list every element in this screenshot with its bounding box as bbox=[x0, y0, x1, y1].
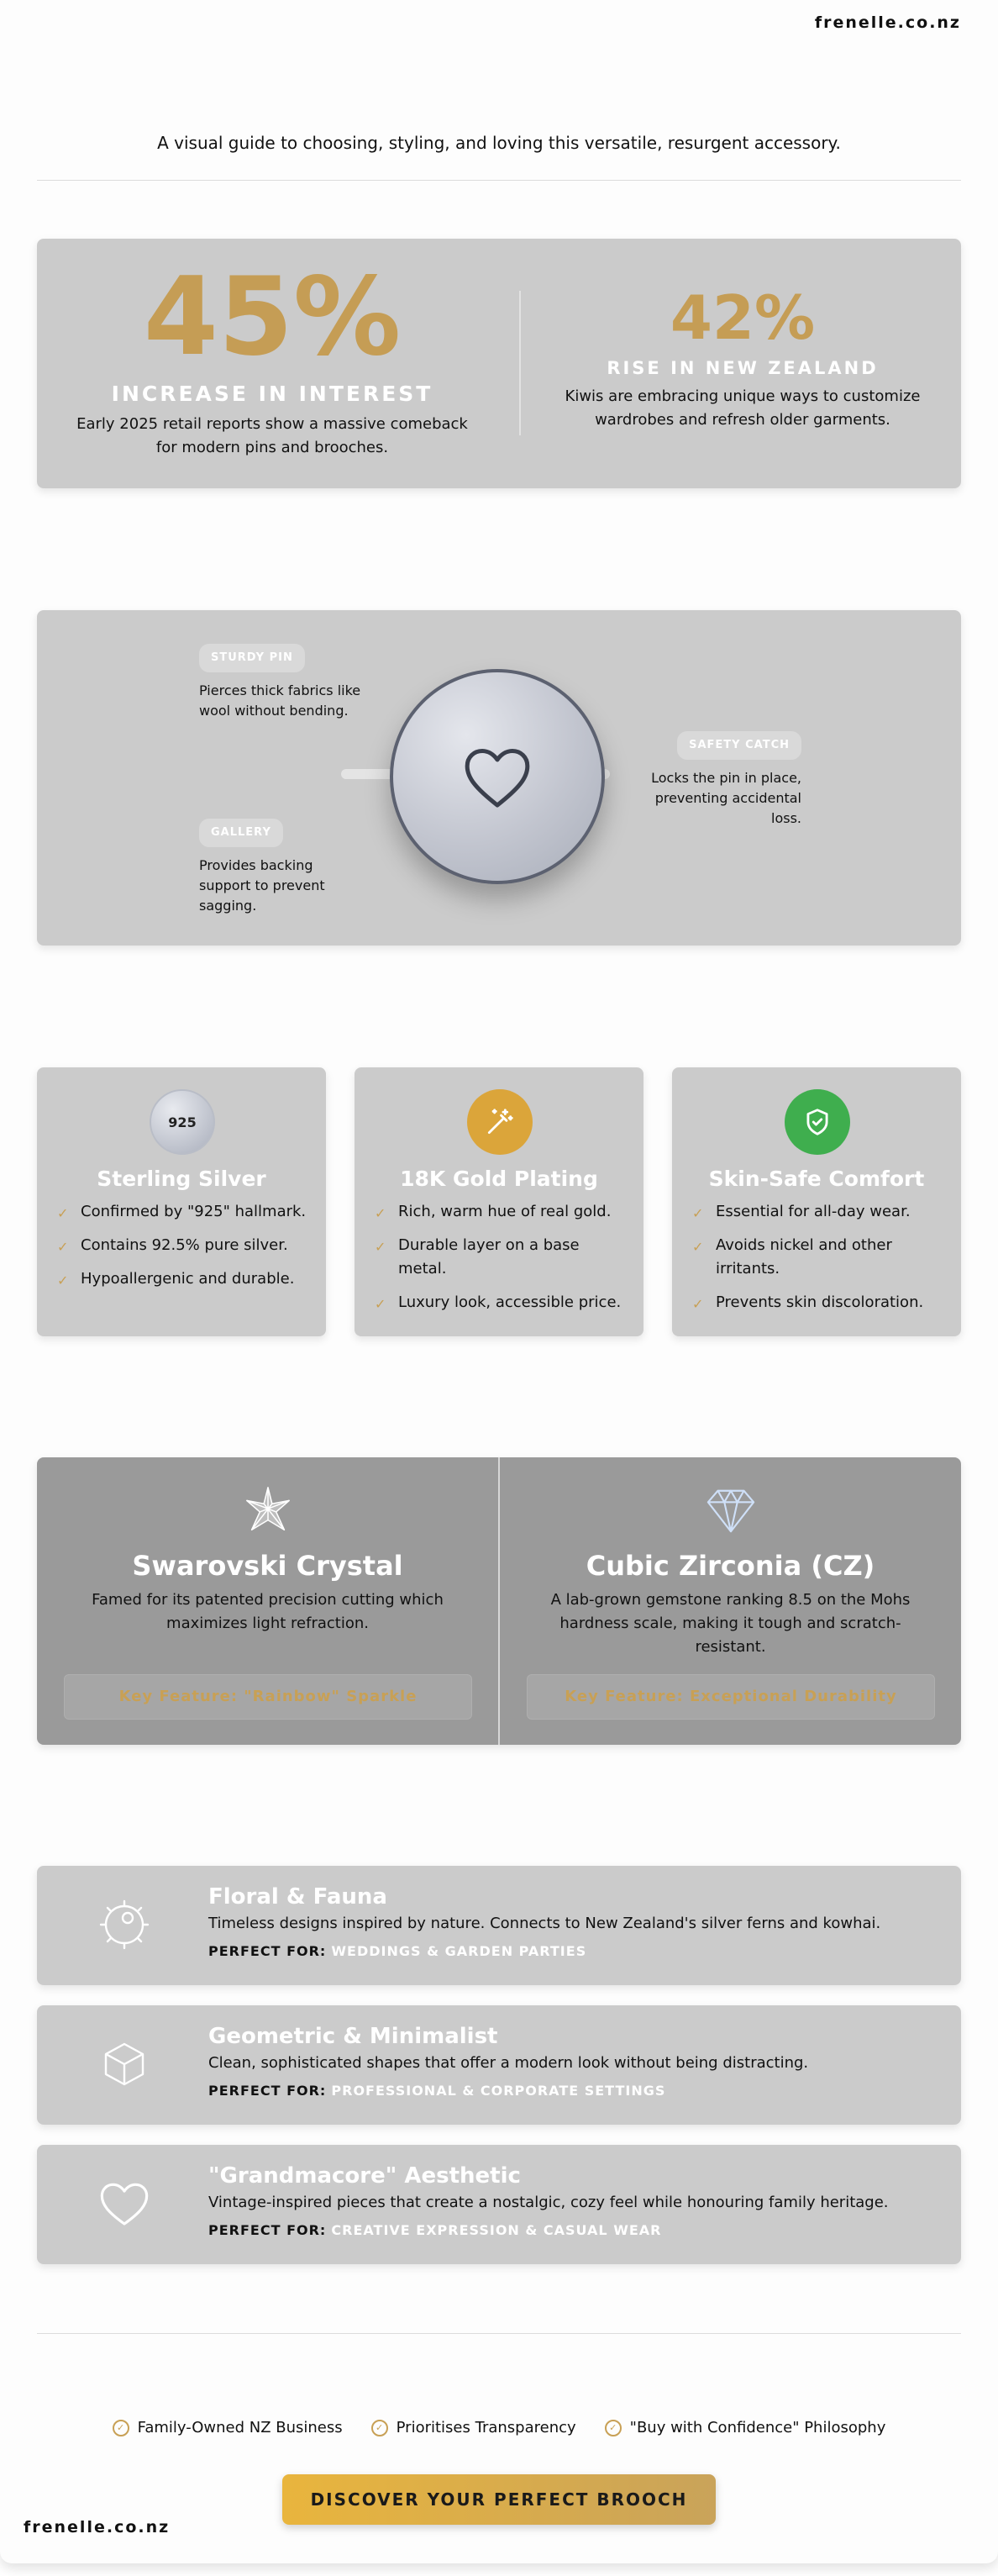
material-title: Sterling Silver bbox=[97, 1167, 266, 1191]
part-description: Locks the pin in place, preventing accidental loss. bbox=[651, 770, 801, 826]
stat-description: Early 2025 retail reports show a massive comeback for modern pins and brooches. bbox=[76, 415, 468, 456]
list-item: ✓ Confirmed by "925" hallmark. bbox=[57, 1200, 314, 1224]
list-item: ✓ Avoids nickel and other irritants. bbox=[692, 1236, 892, 1277]
check-icon: ✓ bbox=[692, 1205, 704, 1221]
check-icon: ✓ bbox=[375, 1296, 386, 1312]
part-description: Provides backing support to prevent sagging. bbox=[199, 857, 325, 914]
stone-description: Famed for its patented precision cutting which maximizes light refraction. bbox=[92, 1591, 444, 1632]
stat-value: 42% bbox=[670, 282, 816, 353]
trust-item: ✓ "Buy with Confidence" Philosophy bbox=[605, 2419, 886, 2436]
style-perfect-for: PERFECT FOR: PROFESSIONAL & CORPORATE SETTINGS bbox=[208, 2083, 666, 2099]
material-card-skin-safe bbox=[672, 1067, 961, 1336]
heart-icon bbox=[461, 743, 533, 810]
flower-icon bbox=[97, 1898, 151, 1952]
part-description: Pierces thick fabrics like wool without bending. bbox=[199, 682, 361, 719]
style-perfect-for: PERFECT FOR: CREATIVE EXPRESSION & CASUAL WEAR bbox=[208, 2222, 662, 2238]
style-description: Clean, sophisticated shapes that offer a modern look without being distracting. bbox=[208, 2054, 809, 2072]
magic-wand-icon bbox=[467, 1089, 533, 1155]
stat-description: Kiwis are embracing unique ways to customize wardrobes and refresh older garments. bbox=[565, 387, 921, 429]
part-label: STURDY PIN bbox=[199, 644, 305, 672]
style-title: Floral & Fauna bbox=[208, 1884, 387, 1910]
brand-name-top[interactable]: frenelle.co.nz bbox=[814, 13, 961, 32]
style-description: Timeless designs inspired by nature. Connects to New Zealand's silver ferns and kowhai. bbox=[208, 1915, 881, 1932]
stone-description: A lab-grown gemstone ranking 8.5 on the Mohs hardness scale, making it tough and scratch-resistant. bbox=[550, 1591, 911, 1656]
material-title: Skin-Safe Comfort bbox=[708, 1167, 925, 1191]
stone-swarovski bbox=[37, 1457, 498, 1745]
check-icon: ✓ bbox=[57, 1239, 69, 1255]
brooch-anatomy-panel bbox=[37, 610, 961, 946]
stat-label: INCREASE IN INTEREST bbox=[111, 382, 433, 406]
material-list bbox=[57, 1200, 314, 1301]
trust-item: ✓ Family-Owned NZ Business bbox=[113, 2419, 343, 2436]
style-perfect-for: PERFECT FOR: WEDDINGS & GARDEN PARTIES bbox=[208, 1943, 587, 1959]
part-label: SAFETY CATCH bbox=[677, 731, 801, 760]
check-circle-icon: ✓ bbox=[605, 2420, 622, 2436]
list-item: ✓ Hypoallergenic and durable. bbox=[57, 1267, 314, 1291]
style-card-floral bbox=[37, 1866, 961, 1985]
list-item: ✓ Essential for all-day wear. bbox=[692, 1200, 949, 1224]
silver-hallmark-icon: 925 bbox=[150, 1089, 215, 1155]
brand-name-bottom[interactable]: frenelle.co.nz bbox=[24, 2518, 171, 2536]
part-label: GALLERY bbox=[199, 819, 283, 847]
trust-item: ✓ Prioritises Transparency bbox=[371, 2419, 576, 2436]
shield-check-icon bbox=[785, 1089, 850, 1155]
style-title: Geometric & Minimalist bbox=[208, 2024, 498, 2049]
stones-panel bbox=[37, 1457, 961, 1745]
list-item: ✓ Rich, warm hue of real gold. bbox=[375, 1200, 632, 1224]
material-card-silver bbox=[37, 1067, 326, 1336]
stat-nz bbox=[524, 282, 961, 432]
callout-sturdy-pin bbox=[199, 644, 384, 721]
trust-badges bbox=[0, 2419, 998, 2436]
check-icon: ✓ bbox=[692, 1239, 704, 1255]
list-item: ✓ Contains 92.5% pure silver. bbox=[57, 1234, 314, 1257]
discover-brooch-button[interactable]: DISCOVER YOUR PERFECT BROOCH bbox=[282, 2474, 716, 2525]
check-icon: ✓ bbox=[375, 1205, 386, 1221]
material-list bbox=[375, 1200, 632, 1325]
divider-top bbox=[37, 180, 961, 181]
check-icon: ✓ bbox=[57, 1205, 69, 1221]
cube-icon bbox=[97, 2037, 151, 2091]
stats-panel bbox=[37, 239, 961, 488]
list-item: ✓ Durable layer on a base metal. bbox=[375, 1236, 580, 1277]
stone-key-feature: Key Feature: "Rainbow" Sparkle bbox=[64, 1674, 472, 1720]
stone-title: Cubic Zirconia (CZ) bbox=[586, 1550, 875, 1582]
brooch-illustration bbox=[390, 669, 605, 884]
stone-cubic-zirconia bbox=[500, 1457, 961, 1745]
material-list bbox=[692, 1200, 949, 1325]
style-title: "Grandmacore" Aesthetic bbox=[208, 2163, 521, 2189]
page-subtitle: A visual guide to choosing, styling, and loving this versatile, resurgent accessory. bbox=[157, 133, 841, 153]
stone-title: Swarovski Crystal bbox=[132, 1550, 403, 1582]
callout-gallery bbox=[199, 819, 342, 916]
style-card-geometric bbox=[37, 2005, 961, 2125]
stat-label: RISE IN NEW ZEALAND bbox=[607, 358, 879, 378]
stat-value: 45% bbox=[143, 255, 402, 380]
stat-divider bbox=[519, 291, 521, 435]
style-description: Vintage-inspired pieces that create a nostalgic, cozy feel while honouring family heritage. bbox=[208, 2194, 889, 2211]
divider-bottom bbox=[37, 2333, 961, 2334]
heart-icon bbox=[97, 2177, 151, 2231]
crystal-star-icon bbox=[242, 1484, 294, 1536]
callout-safety-catch bbox=[642, 731, 801, 829]
diamond-icon bbox=[705, 1484, 757, 1536]
stone-key-feature: Key Feature: Exceptional Durability bbox=[527, 1674, 935, 1720]
material-title: 18K Gold Plating bbox=[400, 1167, 598, 1191]
material-card-gold bbox=[355, 1067, 643, 1336]
check-icon: ✓ bbox=[57, 1272, 69, 1288]
list-item: ✓ Prevents skin discoloration. bbox=[692, 1291, 949, 1314]
list-item: ✓ Luxury look, accessible price. bbox=[375, 1291, 632, 1314]
style-card-grandmacore bbox=[37, 2145, 961, 2264]
check-circle-icon: ✓ bbox=[113, 2420, 129, 2436]
check-circle-icon: ✓ bbox=[371, 2420, 388, 2436]
check-icon: ✓ bbox=[692, 1296, 704, 1312]
stat-interest bbox=[37, 255, 507, 460]
check-icon: ✓ bbox=[375, 1239, 386, 1255]
